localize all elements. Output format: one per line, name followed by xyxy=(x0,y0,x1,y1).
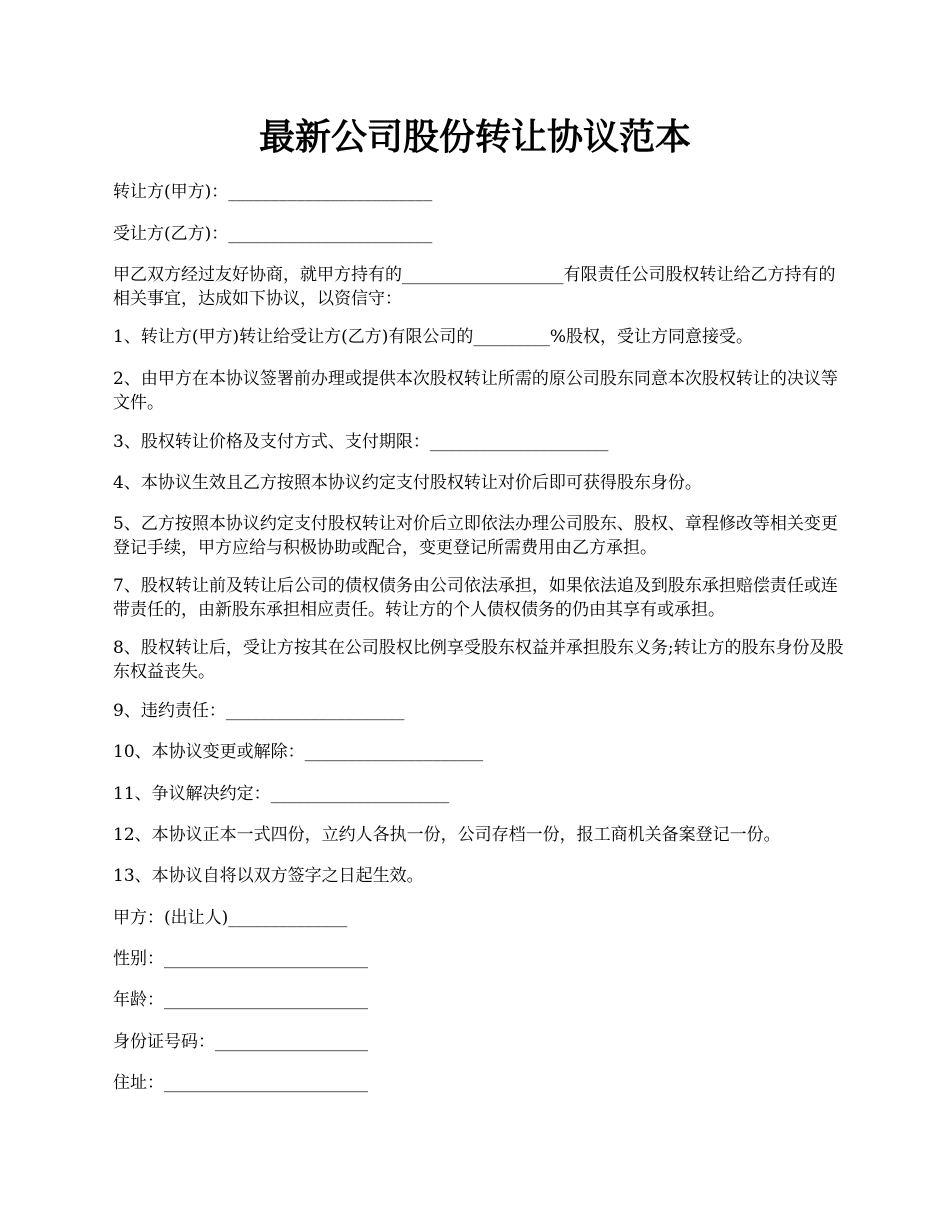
party-a-signature-line: 甲方：(出让人)______________ xyxy=(113,908,348,928)
clause-9: 9、违约责任：_____________________ xyxy=(113,701,405,721)
document-title: 最新公司股份转让协议范本 xyxy=(258,116,691,158)
id-number-line: 身份证号码：__________________ xyxy=(113,1032,368,1052)
clause-2: 2、由甲方在本协议签署前办理或提供本次股权转让所需的原公司股东同意本次股权转让的决议等文件。 xyxy=(113,369,838,413)
clause-4: 4、本协议生效且乙方按照本协议约定支付股权转让对价后即可获得股东身份。 xyxy=(113,473,702,493)
clause-5: 5、乙方按照本协议约定支付股权转让对价后立即依法办理公司股东、股权、章程修改等相关变更登记手续，甲方应给与积极协助或配合，变更登记所需费用由乙方承担。 xyxy=(113,514,838,558)
clause-8: 8、股权转让后，受让方按其在公司股权比例享受股东权益并承担股东义务;转让方的股东身份及股东权益丧失。 xyxy=(113,638,844,682)
preamble-paragraph: 甲乙双方经过友好协商，就甲方持有的___________________有限责任公司股权转让给乙方持有的相关事宜，达成如下协议，以资信守： xyxy=(113,265,836,309)
clause-11: 11、争议解决约定：_____________________ xyxy=(113,784,450,804)
clause-10: 10、本协议变更或解除：_____________________ xyxy=(113,742,484,762)
transferor-line: 转让方(甲方)：________________________ xyxy=(113,182,433,202)
age-line: 年龄：________________________ xyxy=(113,990,368,1010)
clause-3: 3、股权转让价格及支付方式、支付期限：_____________________ xyxy=(113,432,609,452)
clause-1: 1、转让方(甲方)转让给受让方(乙方)有限公司的_________%股权，受让方同意接受。 xyxy=(113,327,753,347)
gender-line: 性别：________________________ xyxy=(113,949,368,969)
clause-12: 12、本协议正本一式四份，立约人各执一份，公司存档一份，报工商机关备案登记一份。 xyxy=(113,825,781,845)
transferee-line: 受让方(乙方)：________________________ xyxy=(113,224,433,244)
clause-13: 13、本协议自将以双方签字之日起生效。 xyxy=(113,866,424,886)
address-line: 住址：________________________ xyxy=(113,1073,368,1093)
clause-7: 7、股权转让前及转让后公司的债权债务由公司依法承担，如果依法追及到股东承担赔偿责任或连带责任的，由新股东承担相应责任。转让方的个人债权债务的仍由其享有或承担。 xyxy=(113,576,838,620)
